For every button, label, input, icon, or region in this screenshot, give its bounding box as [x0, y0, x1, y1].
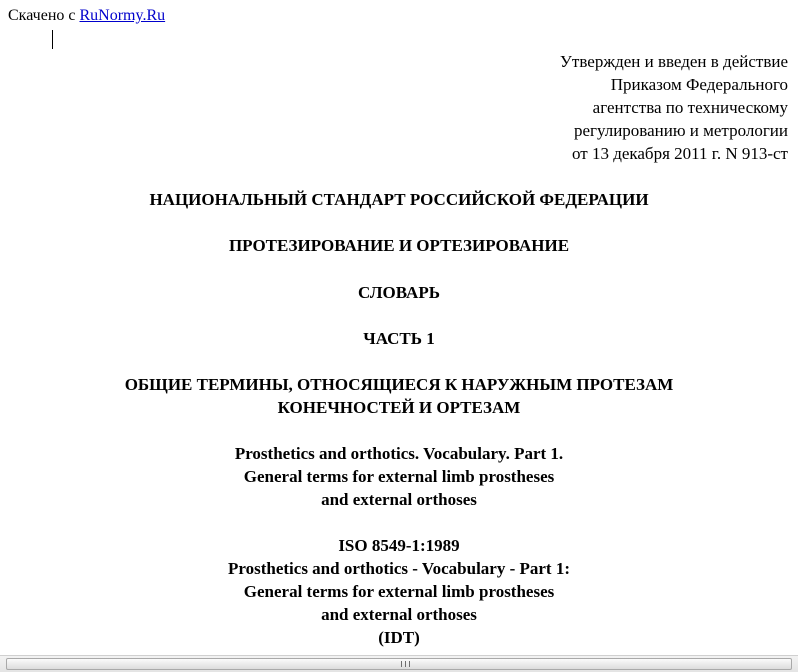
horizontal-scrollbar[interactable] — [0, 655, 798, 672]
terms-heading-line: ОБЩИЕ ТЕРМИНЫ, ОТНОСЯЩИЕСЯ К НАРУЖНЫМ ПРОТЕЗАМ — [124, 375, 674, 394]
iso-line: and external orthoses — [321, 605, 477, 624]
standard-heading-text: НАЦИОНАЛЬНЫЙ СТАНДАРТ РОССИЙСКОЙ ФЕДЕРАЦИИ — [149, 190, 649, 209]
terms-heading — [0, 373, 798, 419]
subject-heading — [0, 234, 798, 257]
source-prefix: Скачено с — [8, 7, 80, 24]
approval-line: регулированию и метрологии — [573, 121, 788, 140]
dictionary-heading-text: СЛОВАРЬ — [358, 283, 440, 302]
grip-icon — [401, 661, 410, 667]
iso-reference — [0, 534, 798, 649]
approval-line: Утвержден и введен в действие — [559, 52, 788, 71]
iso-line: ISO 8549-1:1989 — [338, 536, 460, 555]
approval-line: агентства по техническому — [592, 98, 788, 117]
part-heading-text: ЧАСТЬ 1 — [363, 329, 435, 348]
iso-line: (IDT) — [378, 628, 420, 647]
scrollbar-thumb[interactable] — [6, 658, 792, 670]
text-cursor — [52, 30, 53, 49]
english-title — [0, 442, 798, 511]
source-link[interactable]: RuNormy.Ru — [79, 7, 166, 24]
subject-heading-text: ПРОТЕЗИРОВАНИЕ И ОРТЕЗИРОВАНИЕ — [228, 236, 570, 255]
english-title-line: Prosthetics and orthotics. Vocabulary. Part 1. — [234, 444, 564, 463]
standard-heading — [0, 188, 798, 211]
english-title-line: and external orthoses — [321, 490, 477, 509]
iso-line: General terms for external limb prostheses — [243, 582, 555, 601]
approval-line: от 13 декабря 2011 г. N 913-ст — [571, 144, 788, 163]
dictionary-heading — [0, 281, 798, 304]
source-line — [8, 6, 165, 26]
approval-block — [560, 50, 788, 165]
part-heading — [0, 327, 798, 350]
terms-heading-line: КОНЕЧНОСТЕЙ И ОРТЕЗАМ — [277, 398, 521, 417]
approval-line: Приказом Федерального — [610, 75, 788, 94]
english-title-line: General terms for external limb prostheses — [243, 467, 555, 486]
iso-line: Prosthetics and orthotics - Vocabulary - Part 1: — [227, 559, 571, 578]
